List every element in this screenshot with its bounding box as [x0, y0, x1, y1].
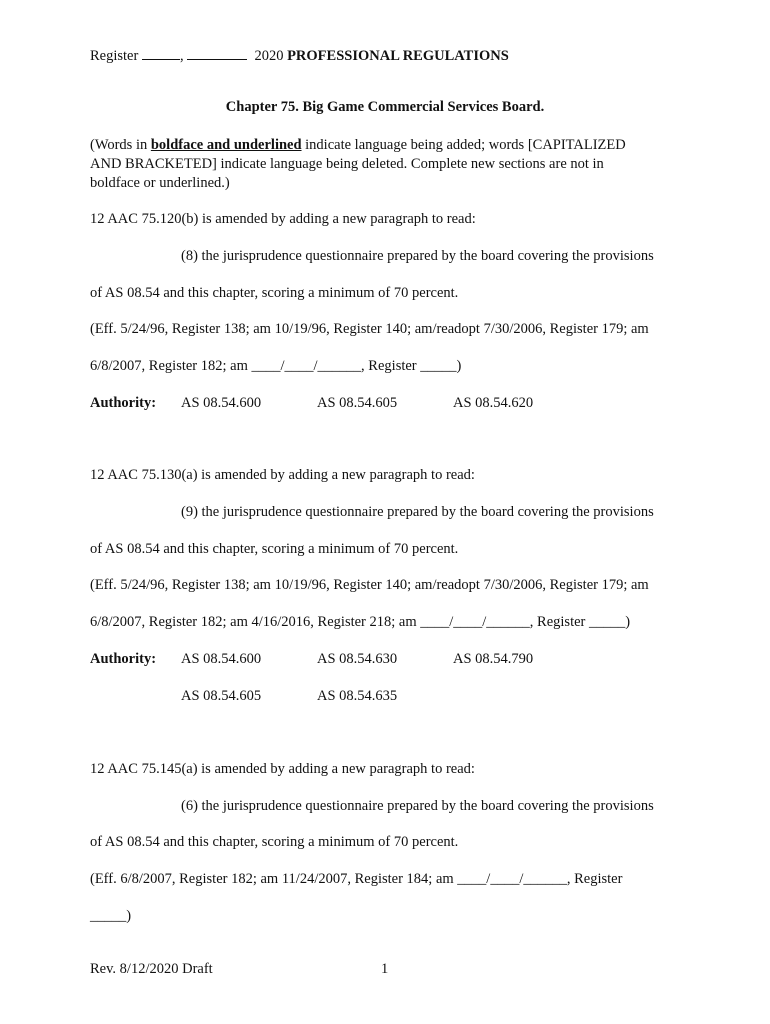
section-2-authority: AS 08.54.600: [181, 651, 262, 667]
section-2-authority: AS 08.54.635: [317, 688, 398, 704]
section-3-history-cont: _____): [90, 908, 132, 924]
section-1-authority: AS 08.54.605: [317, 395, 398, 411]
note-line-1: [90, 136, 626, 154]
section-1-authority-label: Authority:: [90, 395, 157, 411]
section-3-intro: 12 AAC 75.145(a) is amended by adding a new paragraph to read:: [90, 761, 475, 777]
section-1-history: (Eff. 5/24/96, Register 138; am 10/19/96, Register 140; am/readopt 7/30/2006, Register 179; am: [90, 321, 649, 337]
section-2-authority: AS 08.54.605: [181, 688, 262, 704]
section-2-authority-label: Authority:: [90, 651, 157, 667]
section-1-history-cont: 6/8/2007, Register 182; am ____/____/______, Register _____): [90, 358, 462, 374]
section-2-paragraph-cont: of AS 08.54 and this chapter, scoring a minimum of 70 percent.: [90, 541, 459, 557]
section-2-history: (Eff. 5/24/96, Register 138; am 10/19/96, Register 140; am/readopt 7/30/2006, Register 179; am: [90, 577, 649, 593]
header-year: 2020: [254, 48, 284, 64]
section-1-intro: 12 AAC 75.120(b) is amended by adding a new paragraph to read:: [90, 211, 476, 227]
section-3-history: (Eff. 6/8/2007, Register 182; am 11/24/2007, Register 184; am ____/____/______, Register: [90, 871, 623, 887]
section-2-authority: AS 08.54.790: [453, 651, 534, 667]
section-3-paragraph: (6) the jurisprudence questionnaire prepared by the board covering the provisions: [181, 798, 654, 814]
section-2-history-cont: 6/8/2007, Register 182; am 4/16/2016, Register 218; am ____/____/______, Register _____): [90, 614, 631, 630]
footer-revision: Rev. 8/12/2020 Draft: [90, 961, 213, 977]
note-text: indicate language being added; words [CAPITALIZED: [301, 137, 626, 153]
section-2-intro: 12 AAC 75.130(a) is amended by adding a new paragraph to read:: [90, 467, 475, 483]
note-text: (Words in: [90, 137, 151, 153]
section-1-authority: AS 08.54.620: [453, 395, 534, 411]
section-1-authority: AS 08.54.600: [181, 395, 262, 411]
header-comma: ,: [179, 48, 184, 64]
page-number: 1: [381, 961, 389, 977]
header-title: PROFESSIONAL REGULATIONS: [287, 48, 509, 64]
note-line-2: AND BRACKETED] indicate language being deleted. Complete new sections are not in: [90, 156, 604, 172]
section-3-paragraph-cont: of AS 08.54 and this chapter, scoring a minimum of 70 percent.: [90, 834, 459, 850]
section-1-paragraph: (8) the jurisprudence questionnaire prepared by the board covering the provisions: [181, 248, 654, 264]
section-1-paragraph-cont: of AS 08.54 and this chapter, scoring a minimum of 70 percent.: [90, 285, 459, 301]
section-2-authority: AS 08.54.630: [317, 651, 398, 667]
register-label: Register: [90, 48, 139, 64]
note-bold-example: boldface and underlined: [150, 137, 302, 153]
running-header: [90, 47, 509, 65]
section-2-paragraph: (9) the jurisprudence questionnaire prepared by the board covering the provisions: [181, 504, 654, 520]
note-line-3: boldface or underlined.): [90, 175, 230, 191]
register-month-blank: [187, 47, 247, 60]
chapter-title: Chapter 75. Big Game Commercial Services Board.: [225, 99, 545, 115]
register-number-blank: [142, 47, 180, 60]
